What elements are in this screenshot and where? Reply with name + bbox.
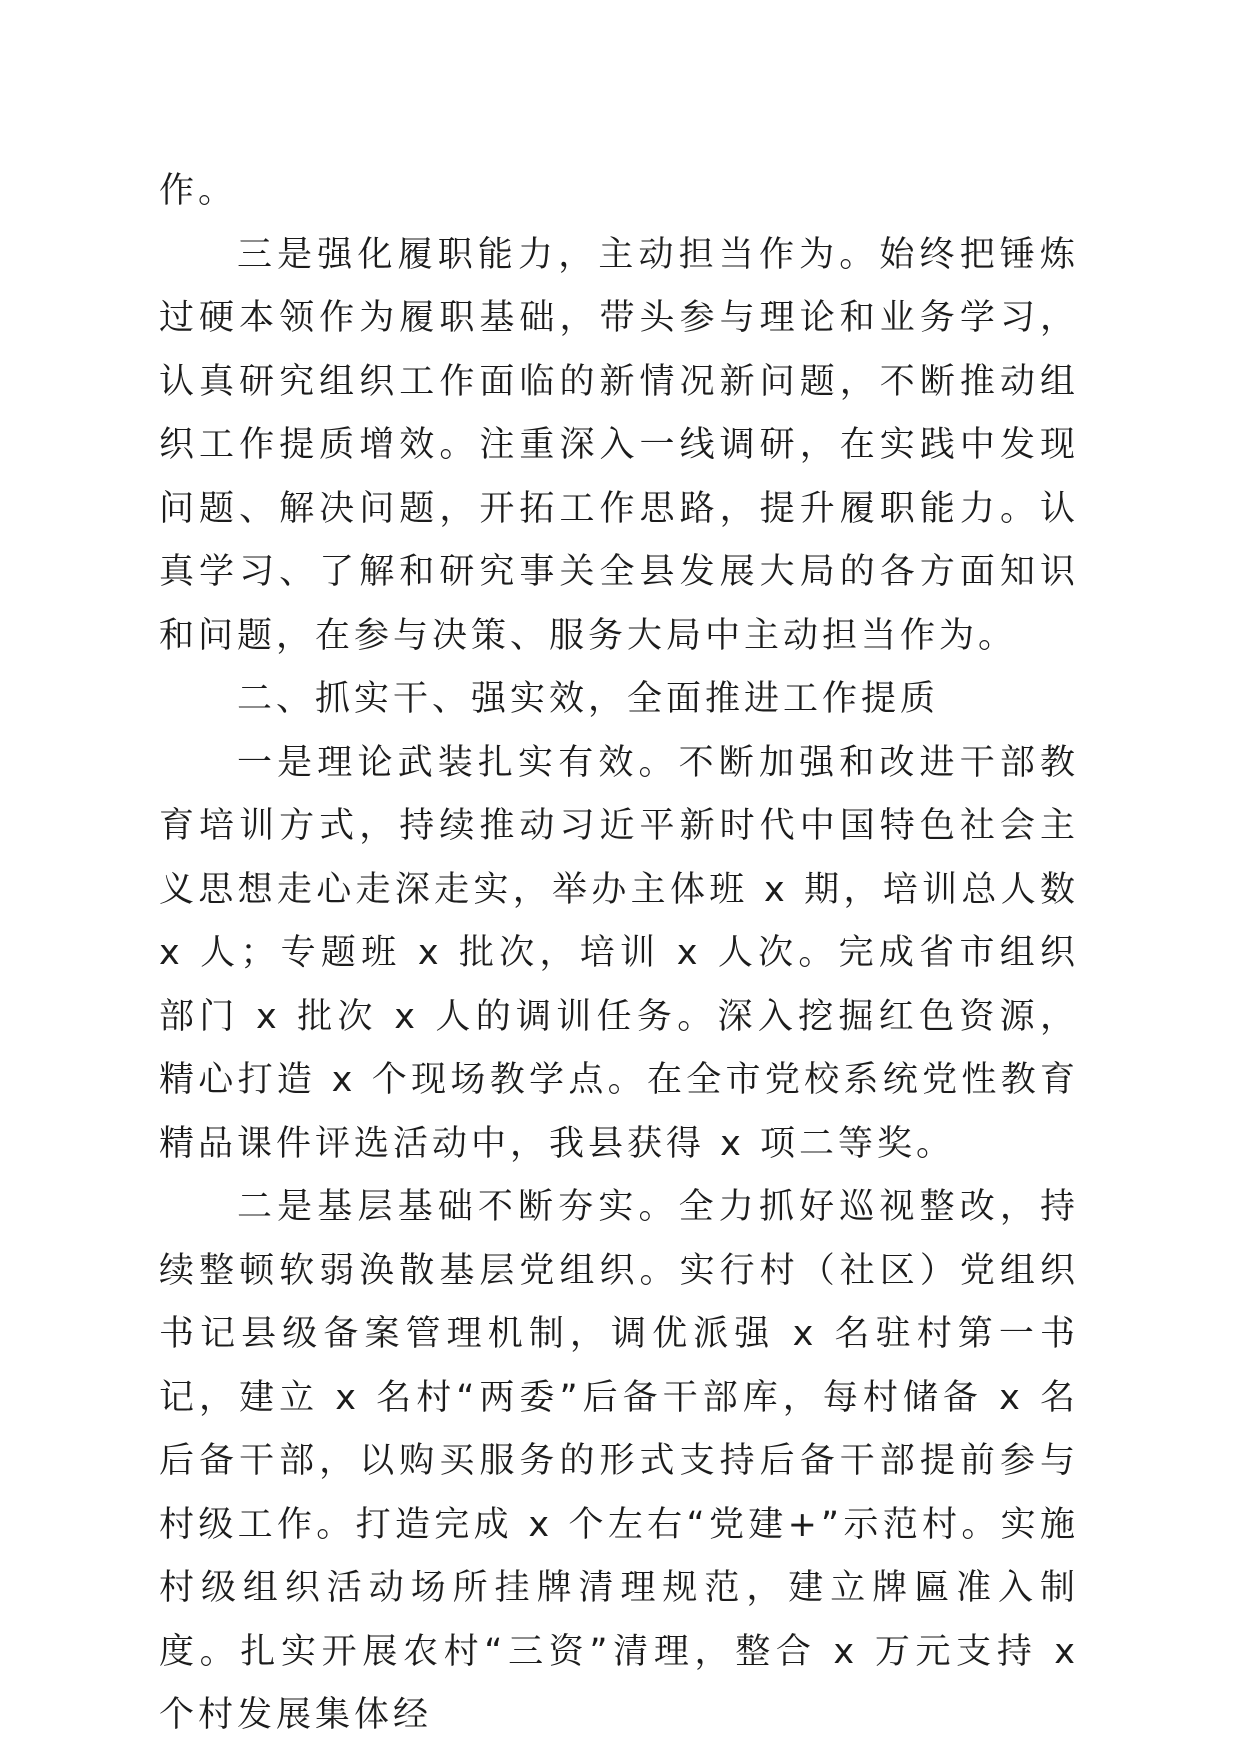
document-body <box>159 160 1079 1748</box>
paragraph-grassroots-foundation: 二是基层基础不断夯实。全力抓好巡视整改，持续整顿软弱涣散基层党组织。实行村（社区）党组织书记县级备案管理机制，调优派强 x 名驻村第一书记，建立 x 名村“两委”后备干部库，每村储备 x 名后备干部，以购买服务的形式支持后备干部提前参与村级工作。打造完成 x 个左右“党建+”示范村。实施村级组织活动场所挂牌清理规范，建立牌匾准入制度。扎实开展农村“三资”清理，整合 x 万元支持 x 个村发展集体经 <box>159 1187 1079 1735</box>
section-heading-2: 二、抓实干、强实效，全面推进工作提质 <box>237 679 940 719</box>
paragraph-theory-education: 一是理论武装扎实有效。不断加强和改进干部教育培训方式，持续推动习近平新时代中国特色社会主义思想走心走深走实，举办主体班 x 期，培训总人数 x 人；专题班 x 批次，培训 x 人次。完成省市组织部门 x 批次 x 人的调训任务。深入挖掘红色资源，精心打造 x 个现场教学点。在全市党校系统党性教育精品课件评选活动中，我县获得 x 项二等奖。 <box>159 742 1079 1164</box>
paragraph-continuation: 作。 <box>159 171 238 211</box>
paragraph-performance-ability: 三是强化履职能力，主动担当作为。始终把锤炼过硬本领作为履职基础，带头参与理论和业务学习，认真研究组织工作面临的新情况新问题，不断推动组织工作提质增效。注重深入一线调研，在实践中发现问题、解决问题，开拓工作思路，提升履职能力。认真学习、了解和研究事关全县发展大局的各方面知识和问题，在参与决策、服务大局中主动担当作为。 <box>159 234 1079 656</box>
